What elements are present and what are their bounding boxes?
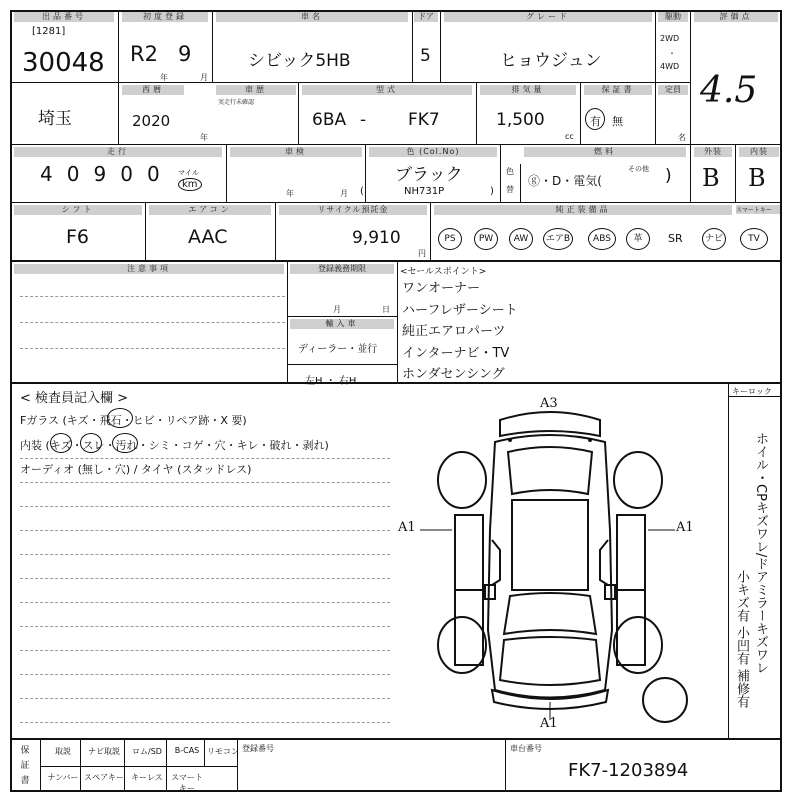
- warranty-no: 無: [612, 115, 623, 128]
- fuel-close: ): [665, 166, 672, 186]
- reg-date-header: 登録義務期限: [290, 264, 394, 274]
- reg-month: 月: [333, 305, 341, 314]
- lot-no-header: 出品番号: [14, 12, 114, 22]
- bottom-top-labels: [44, 746, 240, 757]
- inspector-header: < 検査員記入欄 >: [20, 391, 129, 406]
- label-plate: ナンバー: [47, 773, 79, 782]
- label-bcas: B-CAS: [174, 746, 200, 755]
- damage-top: A3: [540, 396, 558, 411]
- key-lock-header: キーロック: [732, 387, 772, 396]
- mileage-digit: 0: [66, 162, 80, 186]
- color-header: 色 (Col.No): [369, 147, 497, 157]
- model-header: 型式: [302, 85, 472, 95]
- fuel-other: その他: [628, 165, 649, 173]
- warranty-header: 保証書: [584, 85, 652, 95]
- mileage-digit: 0: [120, 162, 133, 186]
- drive-4wd: 4WD: [660, 62, 680, 71]
- car-name: シビック5HB: [248, 51, 351, 71]
- circle-mark: [80, 433, 102, 453]
- import-value: ディーラー・並行: [298, 344, 378, 355]
- damage-left: A1: [398, 520, 416, 535]
- score-value: 4.5: [700, 70, 758, 111]
- mileage-digits: [40, 162, 160, 186]
- first-reg-month: 9: [178, 42, 192, 66]
- chassis-number: FK7-1203894: [568, 760, 689, 781]
- recycle-value: 9,910: [352, 228, 401, 248]
- lot-number: 30048: [22, 48, 105, 78]
- docs-head: 保 証 書: [20, 746, 30, 786]
- vehicle-type-header: 車歴: [216, 85, 296, 95]
- inspection-paren: (: [360, 186, 364, 197]
- capacity-header: 定員: [658, 85, 688, 95]
- recycle-unit: 円: [418, 249, 426, 258]
- grade-header: グレード: [444, 12, 652, 22]
- model-prefix: 6BA: [312, 110, 347, 130]
- handle-value: 左H ・ 右H: [305, 376, 357, 387]
- label-rom-sd: ロム/SD: [132, 747, 162, 756]
- inspection-header: 車検: [230, 147, 362, 157]
- reg-day: 日: [382, 305, 390, 314]
- label-smartkey: スマートキー: [171, 773, 203, 793]
- drive-header: 駆動: [658, 12, 688, 22]
- displacement-header: 排気量: [480, 85, 576, 95]
- color-code: NH731P: [404, 186, 445, 197]
- color-label: 色: [506, 167, 514, 176]
- circle-mark: [50, 433, 72, 453]
- doors-value: 5: [420, 46, 431, 66]
- interior-header: 内装: [739, 147, 779, 157]
- equip-abs: ABS: [588, 228, 616, 250]
- equipment-header: 純正装備品: [434, 205, 732, 215]
- lot-prefix: [1281]: [32, 26, 66, 37]
- score-header: 評価点: [694, 12, 778, 22]
- exterior-grade: B: [702, 164, 720, 192]
- drive-dot: ・: [668, 49, 676, 58]
- first-reg-era: R2: [130, 42, 158, 66]
- sales-points-list: [402, 278, 518, 386]
- shift-value: F6: [66, 226, 90, 248]
- mileage-header: 走行: [14, 147, 222, 157]
- equip-leather: 革: [626, 228, 650, 250]
- grade-value: ヒョウジュン: [500, 51, 602, 71]
- color-name: ブラック: [395, 165, 463, 185]
- sales-point: 純正エアロパーツ: [402, 324, 506, 339]
- reg-no-label: 登録番号: [242, 744, 274, 753]
- exterior-header: 外装: [694, 147, 732, 157]
- mileage-digit: 4: [40, 162, 53, 186]
- sales-point: インターナビ・TV: [402, 345, 510, 361]
- mileage-digit: 0: [146, 162, 160, 186]
- month-unit: 月: [200, 73, 208, 82]
- warranty-yes: 有: [590, 115, 601, 128]
- aircon-header: エアコン: [149, 205, 271, 215]
- drive-2wd: 2WD: [660, 34, 680, 43]
- shift-header: シフト: [14, 205, 142, 215]
- model-code: FK7: [408, 110, 440, 130]
- equip-sr: SR: [668, 232, 683, 245]
- right-note-1: ホイル・CPキズワレ/ドアミラーキズワレ: [753, 432, 768, 675]
- bottom-bottom-labels: [44, 772, 206, 794]
- inspection-year: 年: [286, 189, 294, 198]
- inspection-month: 月: [340, 189, 348, 198]
- replace-label: 替: [506, 185, 514, 194]
- capacity-unit: 名: [678, 133, 686, 142]
- right-note-2: 小キズ有 小凹有 補修有: [734, 570, 749, 709]
- label-docs: 取説: [55, 747, 71, 756]
- displacement-value: 1,500: [496, 110, 545, 130]
- car-name-header: 車名: [216, 12, 408, 22]
- year-ad-unit: 年: [200, 133, 208, 142]
- equip-tv: TV: [740, 228, 768, 250]
- model-dash: -: [360, 110, 367, 130]
- circle-mark: [112, 433, 138, 453]
- aircon-value: AAC: [188, 226, 228, 248]
- sales-point: ワンオーナー: [402, 281, 481, 296]
- year-ad-header: 西暦: [122, 85, 184, 95]
- car-diagram: [400, 390, 720, 735]
- sales-point: ホンダセンシング: [402, 367, 505, 382]
- year-unit: 年: [160, 73, 168, 82]
- vehicle-type-sub: 実走行未確認: [218, 99, 255, 106]
- recycle-header: リサイクル預託金: [279, 205, 427, 215]
- equip-ps: PS: [438, 228, 462, 250]
- mileage-unit-mile: マイル: [178, 169, 199, 177]
- sales-points-header: <セールスポイント>: [400, 267, 487, 277]
- label-spare-key: スペアキー: [84, 773, 124, 782]
- interior-grade: B: [748, 164, 766, 192]
- equip-navi: ナビ: [702, 228, 726, 250]
- displacement-unit: cc: [565, 132, 574, 141]
- damage-right: A1: [676, 520, 694, 535]
- year-ad-value: 2020: [132, 112, 171, 130]
- sales-point: ハーフレザーシート: [402, 302, 518, 318]
- damage-bottom: A1: [540, 716, 558, 731]
- label-navi-docs: ナビ取説: [88, 747, 120, 756]
- inspector-line-2: 内装 (キズ・スレ・汚れ・シミ・コゲ・穴・キレ・破れ・剥れ): [20, 439, 329, 452]
- inspector-line-3: オーディオ (無し・穴) / タイヤ (スタッドレス): [20, 463, 252, 476]
- import-header: 輸入車: [290, 319, 394, 329]
- doors-header: ドア: [414, 12, 438, 22]
- equip-aw: AW: [509, 228, 533, 250]
- equip-airbag: エアB: [543, 228, 573, 250]
- inspector-line-1: Fガラス (キズ・飛石・ヒビ・リペア跡・X 要): [20, 414, 247, 427]
- color-close-paren: ): [490, 186, 494, 197]
- mileage-unit-km: km: [178, 178, 202, 191]
- mileage-digit: 9: [93, 162, 107, 186]
- first-reg-header: 初度登録: [122, 12, 208, 22]
- label-remote: リモコン: [207, 747, 239, 756]
- equip-pw: PW: [474, 228, 498, 250]
- smart-key-header: スマートキー: [736, 205, 780, 214]
- circle-mark: [107, 408, 133, 428]
- chassis-no-label: 車台番号: [510, 744, 542, 753]
- fuel-options: ⓖ・D・電気(: [528, 174, 602, 188]
- area-value: 埼玉: [38, 109, 72, 129]
- fuel-header: 燃料: [524, 147, 686, 157]
- label-keyless: キーレス: [131, 773, 163, 782]
- notes-header: 注意事項: [14, 264, 284, 274]
